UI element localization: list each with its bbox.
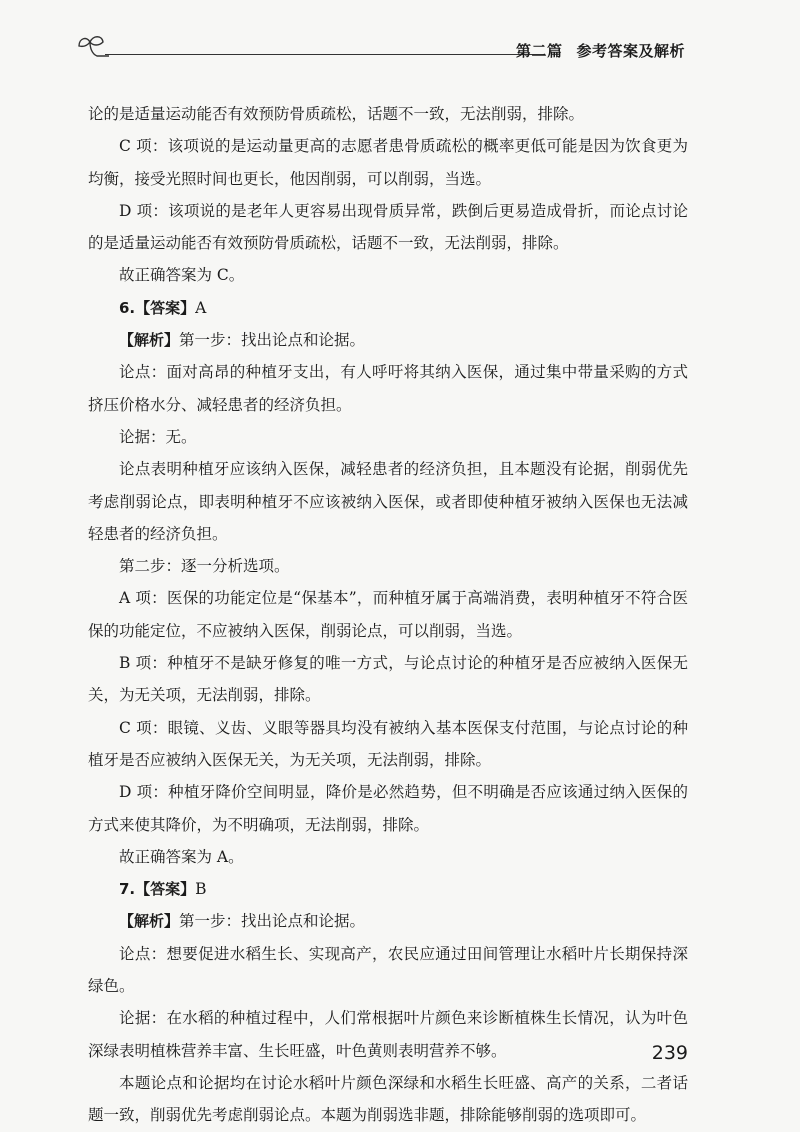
part-name: 第二篇 — [515, 42, 563, 60]
section-name: 参考答案及解析 — [576, 42, 685, 60]
paragraph-option-c: C 项：眼镜、义齿、义眼等器具均没有被纳入基本医保支付范围，与论点讨论的种植牙是否应被纳入医保无关，为无关项，无法削弱，排除。 — [88, 718, 688, 769]
analysis-label: 【解析】 — [119, 912, 180, 931]
paragraph-answer-5: 故正确答案为 C。 — [119, 266, 245, 285]
paragraph-option-d: D 项：该项说的是老年人更容易出现骨质异常，跌倒后更易造成骨折，而论点讨论的是适量运动能否有效预防骨质疏松，话题不一致，无法削弱，排除。 — [88, 201, 688, 253]
analysis-step: 第一步：找出论点和论据。 — [179, 912, 366, 931]
question-7-analysis — [88, 905, 688, 937]
paragraph-option-b: B 项：种植牙不是缺牙修复的唯一方式，与论点讨论的种植牙是否应被纳入医保无关，为无关项，无法削弱，排除。 — [88, 654, 688, 705]
analysis-step: 第一步：找出论点和论据。 — [179, 331, 366, 350]
answer-value: B — [195, 880, 207, 899]
paragraph-step-2: 第二步：逐一分析选项。 — [119, 557, 290, 576]
sprout-leaf-icon — [75, 32, 109, 58]
paragraph-option-d: D 项：种植牙降价空间明显，降价是必然趋势，但不明确是否应该通过纳入医保的方式来使其降价，为不明确项，无法削弱，排除。 — [88, 783, 688, 834]
paragraph-reasoning: 本题论点和论据均在讨论水稻叶片颜色深绿和水稻生长旺盛、高产的关系，二者话题一致，削弱优先考虑削弱论点。本题为削弱选非题，排除能够削弱的选项即可。 — [88, 1073, 688, 1125]
paragraph-option-a: A 项：医保的功能定位是“保基本”，而种植牙属于高端消费，表明种植牙不符合医保的功能定位，不应被纳入医保，削弱论点，可以削弱，当选。 — [88, 589, 688, 640]
paragraph-option-c: C 项：该项说的是运动量更高的志愿者患骨质疏松的概率更低可能是因为饮食更为均衡，接受光照时间也更长，他因削弱，可以削弱，当选。 — [88, 137, 688, 188]
header-rule — [105, 54, 545, 55]
paragraph-evidence: 论据：在水稻的种植过程中，人们常根据叶片颜色来诊断植株生长情况，认为叶色深绿表明植株营养丰富、生长旺盛，叶色黄则表明营养不够。 — [88, 1009, 688, 1060]
answer-value: A — [195, 298, 207, 317]
paragraph-answer-6: 故正确答案为 A。 — [119, 847, 244, 866]
paragraph-reasoning: 论点表明种植牙应该纳入医保，减轻患者的经济负担，且本题没有论据，削弱优先考虑削弱论点，即表明种植牙不应该被纳入医保，或者即使种植牙被纳入医保也无法减轻患者的经济负担。 — [88, 460, 688, 543]
analysis-label: 【解析】 — [119, 331, 180, 350]
question-7-answer — [88, 873, 688, 905]
page-number: 239 — [651, 1042, 688, 1064]
paragraph-continuation: 论的是适量运动能否有效预防骨质疏松，话题不一致，无法削弱，排除。 — [88, 105, 585, 123]
answer-label: 6.【答案】 — [119, 298, 196, 317]
page-header — [75, 30, 695, 70]
paragraph-argument: 论点：面对高昂的种植牙支出，有人呼吁将其纳入医保，通过集中带量采购的方式挤压价格水分、减轻患者的经济负担。 — [88, 363, 688, 414]
paragraph-argument: 论点：想要促进水稻生长、实现高产，农民应通过田间管理让水稻叶片长期保持深绿色。 — [88, 944, 688, 996]
header-title — [502, 40, 685, 61]
question-6-answer — [88, 292, 688, 324]
answer-label: 7.【答案】 — [119, 880, 196, 899]
page-body — [88, 98, 688, 1132]
question-6-analysis — [88, 324, 688, 356]
paragraph-evidence: 论据：无。 — [119, 427, 197, 446]
